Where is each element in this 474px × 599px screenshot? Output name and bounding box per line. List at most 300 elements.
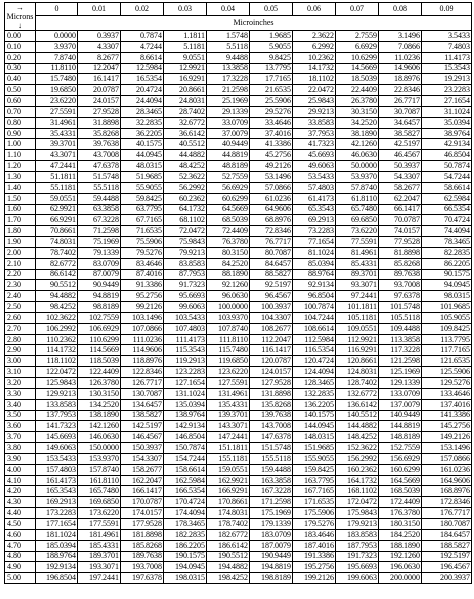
table-cell: 180.3150 — [379, 518, 422, 529]
table-cell: 109.8425 — [422, 323, 472, 334]
table-cell: 46.4567 — [379, 150, 422, 161]
table-cell: 101.9685 — [422, 302, 472, 313]
table-cell: 118.8976 — [121, 356, 164, 367]
microns-label: Microns — [6, 12, 34, 21]
table-cell: 120.4724 — [293, 356, 336, 367]
column-header: 0.09 — [422, 3, 472, 16]
table-cell: 35.4331 — [36, 128, 78, 139]
table-cell: 175.5906 — [293, 508, 336, 519]
table-cell: 82.6772 — [36, 258, 78, 269]
table-cell: 62.9921 — [36, 204, 78, 215]
table-cell: 80.7087 — [250, 247, 293, 258]
table-cell: 77.9528 — [379, 237, 422, 248]
table-cell: 39.3701 — [36, 139, 78, 150]
table-cell: 193.7008 — [121, 562, 164, 573]
table-cell: 138.5827 — [121, 410, 164, 421]
table-cell: 153.1496 — [422, 443, 472, 454]
table-row — [5, 150, 472, 161]
table-cell: 120.0787 — [250, 356, 293, 367]
table-cell: 51.5748 — [78, 171, 121, 182]
table-cell: 48.0315 — [121, 161, 164, 172]
table-cell: 70.0787 — [379, 215, 422, 226]
table-cell: 107.8740 — [207, 323, 250, 334]
table-cell: 149.2126 — [422, 432, 472, 443]
table-cell: 37.0079 — [207, 128, 250, 139]
table-cell: 188.9764 — [36, 551, 78, 562]
table-row — [5, 432, 472, 443]
table-cell: 19.6850 — [36, 85, 78, 96]
table-row — [5, 475, 472, 486]
table-cell: 11.4173 — [422, 52, 472, 63]
table-cell: 130.3150 — [78, 388, 121, 399]
table-cell: 185.8268 — [121, 540, 164, 551]
row-key-microns: 0.30 — [5, 63, 36, 74]
table-row — [5, 182, 472, 193]
table-cell: 31.1024 — [422, 106, 472, 117]
table-cell: 164.1732 — [336, 475, 379, 486]
table-cell: 93.7008 — [379, 280, 422, 291]
table-cell: 131.8898 — [250, 388, 293, 399]
table-cell: 142.9134 — [164, 421, 207, 432]
table-cell: 29.5276 — [250, 106, 293, 117]
table-cell: 0.3937 — [78, 31, 121, 42]
table-cell: 122.4409 — [78, 367, 121, 378]
table-cell: 94.8819 — [78, 291, 121, 302]
table-cell: 120.8661 — [336, 356, 379, 367]
table-row — [5, 453, 472, 464]
table-cell: 2.7559 — [336, 31, 379, 42]
table-cell: 58.6614 — [422, 182, 472, 193]
table-cell: 96.8504 — [293, 291, 336, 302]
table-cell: 90.5512 — [36, 280, 78, 291]
table-cell: 36.6142 — [164, 128, 207, 139]
table-cell: 26.3780 — [336, 96, 379, 107]
table-cell: 34.6457 — [379, 117, 422, 128]
table-row — [5, 378, 472, 389]
table-cell: 156.6929 — [379, 453, 422, 464]
table-cell: 182.6772 — [207, 529, 250, 540]
table-row — [5, 508, 472, 519]
table-cell: 155.5118 — [250, 453, 293, 464]
table-cell: 111.8110 — [207, 334, 250, 345]
table-cell: 135.0394 — [164, 399, 207, 410]
table-cell: 14.5669 — [336, 63, 379, 74]
table-cell: 58.2677 — [379, 182, 422, 193]
row-key-microns: 1.00 — [5, 139, 36, 150]
table-cell: 149.6063 — [36, 443, 78, 454]
table-cell: 195.6693 — [336, 562, 379, 573]
table-cell: 88.1890 — [207, 269, 250, 280]
table-cell: 46.8504 — [422, 150, 472, 161]
table-cell: 166.1417 — [121, 486, 164, 497]
table-cell: 59.0551 — [36, 193, 78, 204]
table-cell: 182.2835 — [164, 529, 207, 540]
table-row — [5, 31, 472, 42]
table-cell: 121.2598 — [379, 356, 422, 367]
table-cell: 81.1024 — [293, 247, 336, 258]
table-cell: 145.2756 — [422, 421, 472, 432]
row-key-microns: 4.80 — [5, 551, 36, 562]
table-cell: 75.1969 — [78, 237, 121, 248]
table-cell: 141.3386 — [422, 410, 472, 421]
table-cell: 125.5906 — [422, 367, 472, 378]
table-cell: 89.3701 — [336, 269, 379, 280]
table-cell: 82.2835 — [422, 247, 472, 258]
table-cell: 124.8031 — [336, 367, 379, 378]
table-cell: 160.2362 — [336, 464, 379, 475]
table-cell: 33.0709 — [207, 117, 250, 128]
table-cell: 79.9213 — [164, 247, 207, 258]
table-cell: 57.4803 — [293, 182, 336, 193]
table-cell: 159.8425 — [293, 464, 336, 475]
table-cell: 152.7559 — [379, 443, 422, 454]
table-cell: 94.0945 — [422, 280, 472, 291]
table-cell: 83.0709 — [78, 258, 121, 269]
table-cell: 59.4488 — [78, 193, 121, 204]
row-key-microns: 2.60 — [5, 312, 36, 323]
table-cell: 38.1890 — [336, 128, 379, 139]
table-cell: 42.1260 — [336, 139, 379, 150]
table-cell: 73.6220 — [336, 226, 379, 237]
table-cell: 100.0000 — [207, 302, 250, 313]
table-cell: 148.0315 — [293, 432, 336, 443]
row-key-microns: 3.90 — [5, 453, 36, 464]
table-cell: 143.3071 — [207, 421, 250, 432]
table-cell: 69.6850 — [336, 215, 379, 226]
table-cell: 97.6378 — [379, 291, 422, 302]
table-cell: 78.3465 — [422, 237, 472, 248]
table-cell: 71.2598 — [78, 226, 121, 237]
table-cell: 151.1811 — [207, 443, 250, 454]
table-cell: 191.7323 — [336, 551, 379, 562]
table-row — [5, 291, 472, 302]
row-key-microns: 0.70 — [5, 106, 36, 117]
table-cell: 137.7953 — [36, 410, 78, 421]
row-key-microns: 2.40 — [5, 291, 36, 302]
table-row — [5, 85, 472, 96]
table-cell: 29.1339 — [207, 106, 250, 117]
table-cell: 117.3228 — [379, 345, 422, 356]
table-cell: 179.5276 — [293, 518, 336, 529]
table-cell: 40.1575 — [121, 139, 164, 150]
table-cell: 127.1654 — [164, 378, 207, 389]
table-cell: 163.3858 — [250, 475, 293, 486]
table-row — [5, 573, 472, 584]
table-cell: 6.2992 — [293, 41, 336, 52]
table-cell: 20.4724 — [121, 85, 164, 96]
table-cell: 144.8819 — [379, 421, 422, 432]
table-cell: 8.2677 — [78, 52, 121, 63]
table-cell: 189.3701 — [78, 551, 121, 562]
table-cell: 179.1339 — [250, 518, 293, 529]
table-cell: 112.5984 — [293, 334, 336, 345]
row-key-microns: 4.30 — [5, 497, 36, 508]
table-cell: 148.8189 — [379, 432, 422, 443]
table-cell: 169.2913 — [36, 497, 78, 508]
table-cell: 199.6063 — [336, 573, 379, 584]
table-cell: 61.4173 — [293, 193, 336, 204]
table-cell: 165.3543 — [36, 486, 78, 497]
table-cell: 7.8740 — [36, 52, 78, 63]
table-cell: 91.7323 — [164, 280, 207, 291]
table-cell: 198.4252 — [207, 573, 250, 584]
table-row — [5, 280, 472, 291]
table-cell: 116.5354 — [293, 345, 336, 356]
table-cell: 64.5669 — [207, 204, 250, 215]
table-cell: 78.7402 — [36, 247, 78, 258]
table-cell: 135.8268 — [250, 399, 293, 410]
table-cell: 95.2756 — [121, 291, 164, 302]
table-cell: 101.5748 — [379, 302, 422, 313]
table-cell: 121.6535 — [422, 356, 472, 367]
table-cell: 167.3228 — [250, 486, 293, 497]
table-cell: 127.9528 — [250, 378, 293, 389]
table-cell: 194.0945 — [164, 562, 207, 573]
table-cell: 133.4646 — [422, 388, 472, 399]
table-cell: 54.7244 — [422, 171, 472, 182]
table-cell: 176.3780 — [379, 508, 422, 519]
table-cell: 65.3543 — [293, 204, 336, 215]
table-cell: 93.3071 — [336, 280, 379, 291]
table-cell: 83.4646 — [121, 258, 164, 269]
row-key-microns: 2.50 — [5, 302, 36, 313]
row-key-microns: 4.50 — [5, 518, 36, 529]
table-cell: 129.1339 — [379, 378, 422, 389]
column-header: 0 — [36, 3, 78, 16]
table-cell: 27.5591 — [36, 106, 78, 117]
table-cell: 14.9606 — [379, 63, 422, 74]
table-cell: 200.3937 — [422, 573, 472, 584]
table-cell: 89.7638 — [379, 269, 422, 280]
table-cell: 192.1260 — [379, 551, 422, 562]
table-cell: 73.2283 — [293, 226, 336, 237]
table-cell: 16.9291 — [164, 74, 207, 85]
table-row — [5, 421, 472, 432]
table-cell: 111.4173 — [164, 334, 207, 345]
microns-to-microinches-table — [4, 2, 472, 584]
table-cell: 86.2205 — [422, 258, 472, 269]
table-cell: 131.1024 — [164, 388, 207, 399]
table-cell: 51.9685 — [121, 171, 164, 182]
table-cell: 75.9843 — [164, 237, 207, 248]
table-cell: 119.2913 — [164, 356, 207, 367]
table-cell: 76.7717 — [250, 237, 293, 248]
table-cell: 4.3307 — [78, 41, 121, 52]
table-cell: 194.4882 — [207, 562, 250, 573]
table-cell: 36.2205 — [121, 128, 164, 139]
table-cell: 114.9606 — [121, 345, 164, 356]
row-key-microns: 4.70 — [5, 540, 36, 551]
table-cell: 136.6142 — [336, 399, 379, 410]
table-cell: 114.5669 — [78, 345, 121, 356]
table-cell: 118.5039 — [78, 356, 121, 367]
table-row — [5, 345, 472, 356]
table-cell: 155.9055 — [293, 453, 336, 464]
row-key-microns: 3.10 — [5, 367, 36, 378]
table-cell: 117.7165 — [422, 345, 472, 356]
table-cell: 153.5433 — [36, 453, 78, 464]
table-cell: 162.5984 — [164, 475, 207, 486]
table-cell: 11.0236 — [379, 52, 422, 63]
table-cell: 87.7953 — [164, 269, 207, 280]
table-cell: 174.0157 — [121, 508, 164, 519]
table-cell: 191.3386 — [293, 551, 336, 562]
table-cell: 177.1654 — [36, 518, 78, 529]
table-cell: 69.2913 — [293, 215, 336, 226]
column-header: 0.07 — [336, 3, 379, 16]
table-cell: 196.8504 — [36, 573, 78, 584]
table-cell: 181.4961 — [78, 529, 121, 540]
table-cell: 64.1732 — [164, 204, 207, 215]
table-cell: 88.9764 — [293, 269, 336, 280]
table-cell: 162.9921 — [207, 475, 250, 486]
table-cell: 148.4252 — [336, 432, 379, 443]
table-cell: 84.2520 — [207, 258, 250, 269]
table-cell: 184.6457 — [422, 529, 472, 540]
row-key-microns: 4.00 — [5, 464, 36, 475]
table-cell: 94.4882 — [36, 291, 78, 302]
table-cell: 99.6063 — [164, 302, 207, 313]
table-cell: 126.3780 — [78, 378, 121, 389]
table-cell: 63.3858 — [78, 204, 121, 215]
table-cell: 127.5591 — [207, 378, 250, 389]
table-cell: 107.4803 — [164, 323, 207, 334]
table-cell: 138.1890 — [78, 410, 121, 421]
table-row — [5, 367, 472, 378]
table-cell: 187.4016 — [293, 540, 336, 551]
table-row — [5, 388, 472, 399]
table-cell: 27.9528 — [78, 106, 121, 117]
table-cell: 49.2126 — [250, 161, 293, 172]
table-cell: 3.1496 — [379, 31, 422, 42]
table-cell: 161.0236 — [422, 464, 472, 475]
table-body — [5, 31, 472, 584]
row-key-microns: 4.20 — [5, 486, 36, 497]
table-cell: 48.8189 — [207, 161, 250, 172]
table-cell: 34.2520 — [336, 117, 379, 128]
table-cell: 157.4803 — [36, 464, 78, 475]
table-cell: 128.7402 — [336, 378, 379, 389]
table-cell: 178.3465 — [164, 518, 207, 529]
table-cell: 164.9606 — [422, 475, 472, 486]
table-cell: 168.8976 — [422, 486, 472, 497]
table-row — [5, 226, 472, 237]
row-key-microns: 2.80 — [5, 334, 36, 345]
table-cell: 105.1181 — [336, 312, 379, 323]
table-cell: 35.8268 — [78, 128, 121, 139]
row-key-microns: 0.10 — [5, 41, 36, 52]
table-cell: 173.6220 — [78, 508, 121, 519]
table-cell: 136.2205 — [293, 399, 336, 410]
table-cell: 200.0000 — [379, 573, 422, 584]
table-cell: 146.4567 — [121, 432, 164, 443]
table-cell: 186.2205 — [164, 540, 207, 551]
table-cell: 48.4252 — [164, 161, 207, 172]
row-key-microns: 1.30 — [5, 171, 36, 182]
table-cell: 87.4016 — [121, 269, 164, 280]
table-cell: 70.4724 — [422, 215, 472, 226]
table-cell: 64.9606 — [250, 204, 293, 215]
row-key-microns: 2.90 — [5, 345, 36, 356]
table-cell: 86.6142 — [36, 269, 78, 280]
table-cell: 29.9213 — [293, 106, 336, 117]
table-cell: 23.6220 — [36, 96, 78, 107]
table-cell: 92.1260 — [207, 280, 250, 291]
table-cell: 150.0000 — [78, 443, 121, 454]
table-cell: 41.7323 — [293, 139, 336, 150]
arrow-right-icon: → — [16, 3, 24, 12]
table-row — [5, 258, 472, 269]
table-cell: 103.5433 — [164, 312, 207, 323]
table-cell: 146.0630 — [78, 432, 121, 443]
table-cell: 110.2362 — [36, 334, 78, 345]
table-cell: 181.1024 — [36, 529, 78, 540]
table-cell: 106.6929 — [78, 323, 121, 334]
arrow-down-icon: ↓ — [18, 21, 22, 30]
table-cell: 1.9685 — [250, 31, 293, 42]
table-cell: 122.0472 — [36, 367, 78, 378]
table-cell: 129.5276 — [422, 378, 472, 389]
table-row — [5, 204, 472, 215]
table-cell: 98.4252 — [36, 302, 78, 313]
table-cell: 103.9370 — [207, 312, 250, 323]
table-cell: 119.6850 — [207, 356, 250, 367]
table-cell: 32.6772 — [164, 117, 207, 128]
table-cell: 42.9134 — [422, 139, 472, 150]
table-cell: 158.6614 — [164, 464, 207, 475]
table-cell: 66.1417 — [379, 204, 422, 215]
table-cell: 72.0472 — [164, 226, 207, 237]
row-key-microns: 0.20 — [5, 52, 36, 63]
table-cell: 179.9213 — [336, 518, 379, 529]
table-cell: 108.6614 — [293, 323, 336, 334]
table-cell: 108.2677 — [250, 323, 293, 334]
table-cell: 162.2047 — [121, 475, 164, 486]
table-cell: 24.8031 — [164, 96, 207, 107]
table-cell: 178.7402 — [207, 518, 250, 529]
table-row — [5, 237, 472, 248]
table-cell: 183.4646 — [293, 529, 336, 540]
table-cell: 142.5197 — [121, 421, 164, 432]
table-cell: 139.3701 — [207, 410, 250, 421]
table-cell: 116.9291 — [336, 345, 379, 356]
table-cell: 43.7008 — [78, 150, 121, 161]
table-cell: 170.0787 — [121, 497, 164, 508]
row-key-microns: 4.40 — [5, 508, 36, 519]
table-cell: 163.7795 — [293, 475, 336, 486]
table-cell: 147.6378 — [250, 432, 293, 443]
table-cell: 124.0157 — [250, 367, 293, 378]
table-cell: 22.0472 — [293, 85, 336, 96]
table-row — [5, 171, 472, 182]
table-cell: 3.9370 — [36, 41, 78, 52]
table-cell: 126.7717 — [121, 378, 164, 389]
table-cell: 139.7638 — [250, 410, 293, 421]
column-header: 0.05 — [250, 3, 293, 16]
row-key-microns: 3.50 — [5, 410, 36, 421]
table-cell: 54.3307 — [379, 171, 422, 182]
table-cell: 161.8110 — [78, 475, 121, 486]
table-cell: 81.8898 — [379, 247, 422, 258]
table-cell: 40.5512 — [164, 139, 207, 150]
table-cell: 123.6220 — [207, 367, 250, 378]
table-cell: 85.0394 — [293, 258, 336, 269]
table-cell: 92.9134 — [293, 280, 336, 291]
table-cell: 72.4409 — [207, 226, 250, 237]
table-cell: 18.1102 — [293, 74, 336, 85]
table-cell: 140.1575 — [293, 410, 336, 421]
table-cell: 62.2047 — [379, 193, 422, 204]
